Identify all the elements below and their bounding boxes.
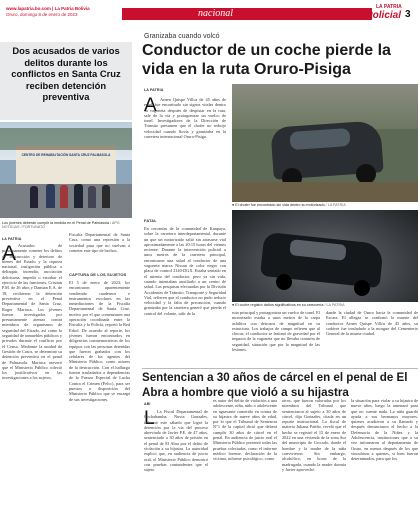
header-date: Oruro, domingo 8 de enero de 2023 (6, 12, 78, 17)
bottom-col1-text: La Fiscal Departamental de Cochabamba, Nuvia Gonzales, informó este sábado que logró la detención por la vía del proceso abreviado de Javier P.E. de 47 años, sentenciado a 30 años de prisión en el penal de El Abra por el delito de violación a su hijastra. La autoridad explicó que, en audiencia de juicio oral, el Ministerio Público demostró con pruebas contundentes que el sujeto (144, 409, 208, 473)
left-caption-text: Los jóvenes deberán cumplir la medida en el Penal de Palmasola (2, 221, 110, 225)
top-article-title: Conductor de un coche pierde la vida en la ruta Oruro-Pisiga (142, 42, 391, 78)
left-article-title: Dos acusados de varios delitos durante los conflictos en Santa Cruz reciben detención preventiva (11, 45, 121, 103)
top-col2-text: ruta principal y protagonizar un vuelco de tonel. El motorizado estaba a unos metros de la carpa asfáltica con detrozos de magnitud en su estructura. Los trabajos de campo refieren que al chocar, el conductor se lastimó de gravedad por el impacto de la vagoneta que no llevaba cinturón de seguridad, situación que por la magnitud de las lesiones. (232, 310, 320, 353)
left-photo-caption (2, 221, 132, 230)
top-photo2-credit: / LA PATRIA (324, 303, 345, 307)
bottom-col2-text: es autor del delito de violación a una adolescente, niña, niño o adolescente en agravante cometido en contra de su hijastra de nueve años de edad, por lo que el Tribunal de Sentencia N°1 de la capital dictó que deberá cumplir 30 años de cárcel en el penal. En audiencia de juicio oral el Ministerio Público presentó todas las pruebas colectadas, como el informe médico forense, declaración de la víctima, informe psicológico, como (213, 398, 277, 462)
top-subhead: FATAL (144, 218, 157, 223)
top-photo1-credit: / LA PATRIA (325, 203, 346, 207)
top-photo-crash-1 (232, 84, 418, 202)
left-col2b-text: El 5 de enero de 2023, los encontraron aparentemente vendiendo cuadernos e instrumentos escolares en las inmediaciones de la Fiscalía Departamental de Santa Cruz, motivo por el que comenzaron una operación coordinada entre la Fiscalía y la Policía, reportó la Red Erbol. De acuerdo al reporte, los jóvenes fueron encontrados en diligencias conmemorativas de los equipos con las personas detenidas que fueron grabados con los celulares de los agentes del Ministerio Público, como actores de la destrucción. Con el hallazgo fueron trasladados a dependencias de la Fuerza Especial de Lucha Contra el Crimen (Felcc), para ser puestos a disposición del Ministerio Público que se encarga de sus investigaciones. (69, 280, 130, 402)
top-photo1-caption-text: El chofer fue encontrado sin vida dentro su motorizado (235, 203, 325, 207)
section-label: nacional (198, 8, 233, 19)
left-photo (0, 122, 132, 218)
bottom-col4-text: la situación para violar a su hijastra de nueve años, luego la amenazó para que no cuente nada. La niña guardó ayuda a sus hermanos mayores, quienes acudieron a su llamado y después denunciaron el hecho a la Defensoría de la Niñez y la Adolescencia, instituciones que a su vez informaron al departamento de Oruro, en menos después de los que vincularon a quienes, si bien fueron determinados, para que los (351, 398, 418, 462)
top-col1b-text: En cercanías de la comunidad de Kanpaya, sobre la carretera interdepartamental, durante un que un motorizado salió sin atrasarse vial aproximadamente a las 20:15 horas del viernes reciente. Durante la intervención policial a unos metros de la carretera principal, encontraron una salud al conductor de una vagoneta marca Nissan de color negro con placa de control 3140-DGX. Estaba sentado en el asiento del conductor, pero ya sin vida, cuando intentaban auxiliarlo a un centro de salud. Las pesquisas efectuadas por la División Accidentes de Tránsito, Transporte y Seguridad Vial, refieren que el conductor no pudo reducir velocidad y la falta de precaución, cuando granizaba por la carretera generó que pierda el control del volante, salir de la (144, 226, 226, 316)
header-links[interactable]: www.lapatria.bo.com | La Patria Bolivia (6, 6, 90, 11)
bottom-byline: ABI (144, 402, 151, 406)
bottom-dropcap: L (144, 408, 155, 429)
page-header (0, 0, 420, 30)
top-dropcap: A (144, 95, 157, 116)
left-caption-credit: / APG NOTICIAS / FORTUNATO (2, 221, 120, 230)
brand-main: Policial (366, 10, 402, 21)
top-byline: LA PATRIA (144, 88, 164, 92)
top-col1-text: Arnen Quispe Villca de 45 años de edad, fue encontrado sin signos vitales dentro su vagoneta después de despistar en la ruta, sale de la vía y protagonizar un vuelco de tonel. Investigadores de la Dirección de Tránsito presumen que el chofer no reduijo velocidad cuando llovía y granizaba en la carretera internacional Oruro-Pisiga. (144, 97, 226, 140)
top-col3-text: dande la ciudad de Oruro hacia la comunidad de Escara. El allegaz se confirmó la muerte del conductor Arnen Quispe Villca de 45 años, su cadáver fue trasladado a la morgue del Cementerio General de la misma ciudad. (326, 310, 418, 337)
prison-sign-text: CENTRO DE REHABILITACIÓN SANTA CRUZ PALMASOLA (21, 153, 111, 157)
bottom-rule (142, 368, 418, 369)
top-photo2-caption-text: El coche registró daños significativos en su carrocería (235, 303, 324, 307)
header-section-bar (122, 8, 372, 20)
top-photo1-caption: ● El chofer fue encontrado sin vida dentro su motorizado / LA PATRIA (232, 203, 346, 207)
left-byline: LA PATRIA (2, 237, 22, 241)
bottom-col3-text: otros, que fueron valoradas por los miembros del Tribunal que sentenciaron al sujeto a 30 años de cárcel, dijo Gonzales, citada en un reporte institucional. La fiscal de materia Juliana Patiño, reveló que el hecho se registró el 15 de enero de 2022 en una vivienda de la zona Sur del municipio de Cercado, donde el hombre y la madre de la niña convivieron. Sin embargo, alcohólico, en horas de la madrugada, cuando la madre dormía y Javier aprovechó (282, 398, 346, 472)
top-kicker: Granizaba cuando volcó (144, 33, 220, 40)
left-subhead: CAPTURA DE LOS SUJETOS (69, 272, 127, 277)
left-dropcap: A (2, 242, 17, 265)
top-photo-crash-2 (232, 210, 418, 302)
page-number: 3 (405, 9, 411, 20)
brand-top: LA PATRIA (376, 4, 402, 10)
left-col1-text: Acusados de presuntamente cometer los delitos de destrucción y deterioro de bienes del Estado y la riqueza nacional, instigación pública a delinquir, incendio, asociación delictuosa, impedir o estorbar el ejercicio de las funciones, Cristian P.M. de 26 años y Damian E.A. de 18, recibieron la detención preventiva en el Penal Departamental de Santa Cruz, Roger Mariaca. Los jóvenes fueron investigados por presuntamente atentar contra miembros de organismos de seguridad del Estado, así como la seguridad de inmuebles públicos y privados durante el conflicto por el Censo. Mediante la unidad de Gestión de Casos, se determinó su detención preventiva en el penal de Palmasola. Mariaca aseveró que el Ministerio Público colectó los justificativos en las investigaciones a los sujetos, (2, 243, 62, 381)
bottom-article-title: Sentencian a 30 años de cárcel en el penal de El Abra a hombre que violó a su hijastra (142, 371, 408, 399)
top-photo2-caption: ● El coche registró daños significativos en su carrocería / LA PATRIA (232, 303, 345, 307)
left-col2-text: Fiscalía Departamental de Santa Cruz, como una represión a la sociedad para que no vuelvan a cometer este tipo de hechos. (69, 232, 130, 253)
